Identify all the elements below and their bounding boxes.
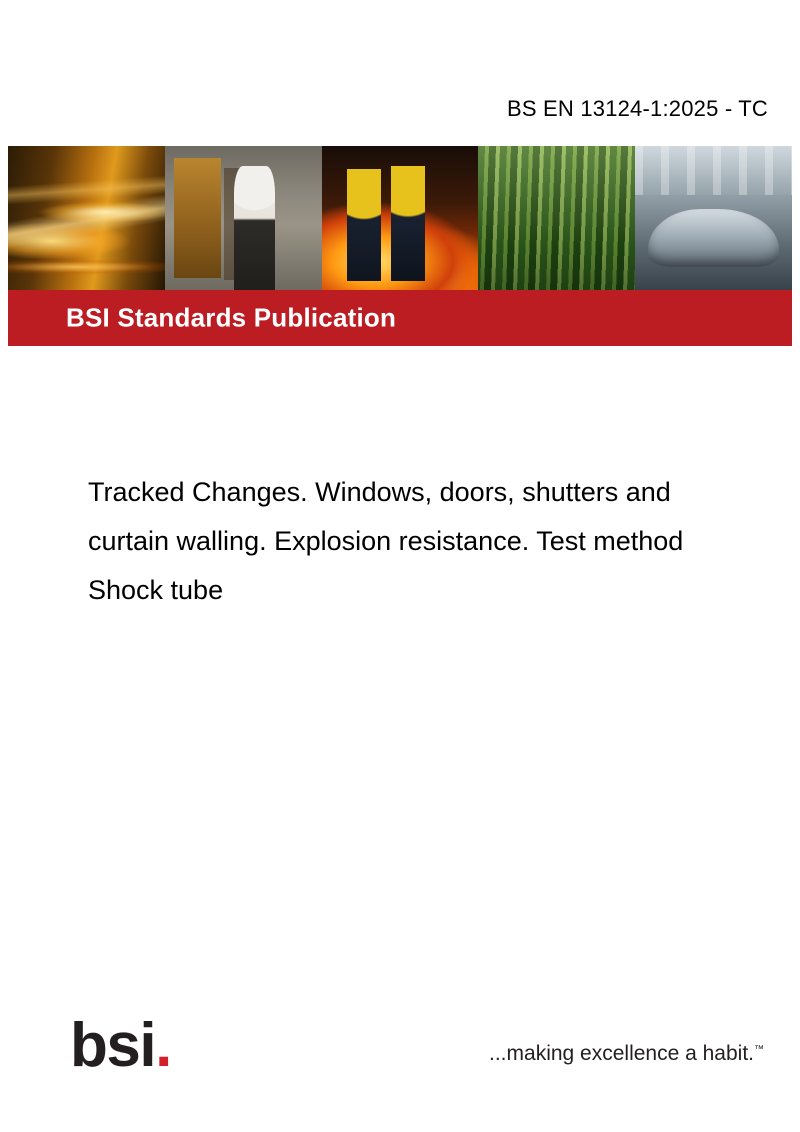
bsi-logo [70, 1011, 200, 1080]
trademark-symbol: ™ [754, 1044, 764, 1055]
firefighters-image [322, 146, 479, 290]
forest-image [478, 146, 635, 290]
bsi-logo-dot: . [155, 1011, 171, 1080]
page-title: Tracked Changes. Windows, doors, shutters and curtain walling. Explosion resistance. Test method Shock tube [88, 477, 684, 605]
light-trails-image [8, 146, 165, 290]
warehouse-worker-image [165, 146, 322, 290]
brand-tagline [489, 1042, 764, 1066]
brand-tagline-text: ...making excellence a habit. [489, 1042, 754, 1065]
publication-banner [8, 290, 792, 346]
bsi-logo-text: bsi [70, 1011, 156, 1080]
car-manufacturing-image [635, 146, 792, 290]
cover-image-strip [8, 146, 792, 290]
publication-banner-label: BSI Standards Publication [66, 302, 397, 333]
standard-number: BS EN 13124-1:2025 - TC [506, 96, 768, 121]
